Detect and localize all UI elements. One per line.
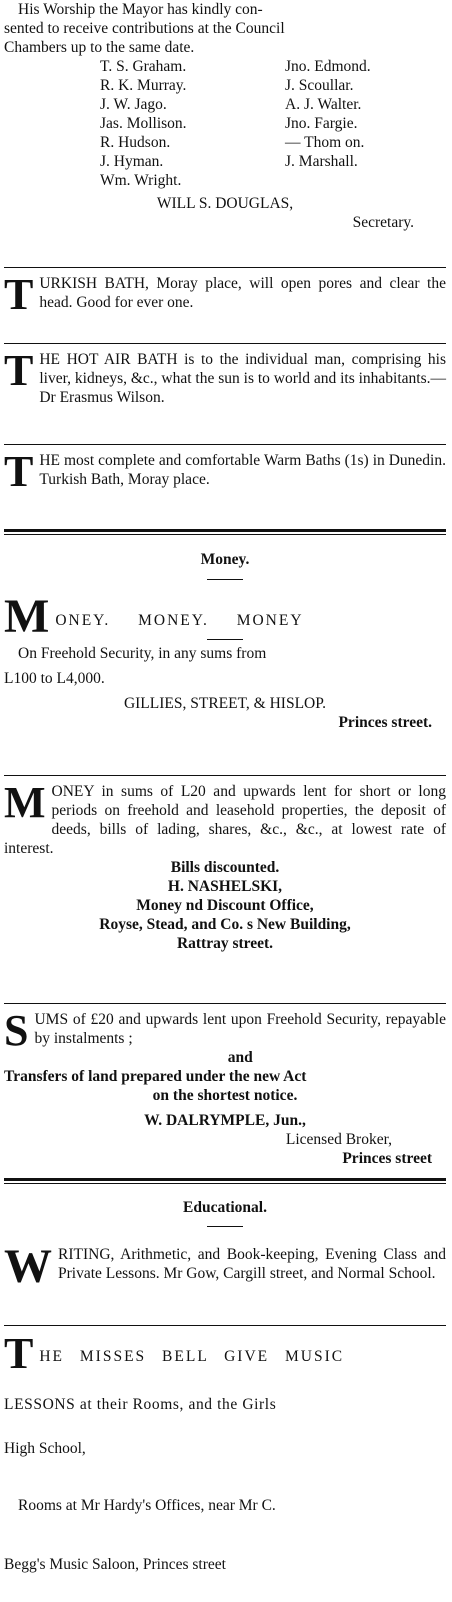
ad-line: High School, bbox=[4, 1440, 86, 1457]
signatory: WILL S. DOUGLAS, bbox=[156, 195, 294, 212]
contributor-names bbox=[4, 57, 446, 190]
ad-line: Begg's Music Saloon, Princes street bbox=[4, 1556, 226, 1573]
broker-name: W. DALRYMPLE, Jun., bbox=[144, 1112, 306, 1129]
misses-bell-ad bbox=[4, 1329, 446, 1574]
name-left: J. Hyman. bbox=[100, 153, 164, 170]
drop-cap: W bbox=[4, 1240, 52, 1293]
name-left: R. Hudson. bbox=[100, 134, 171, 151]
ad-text: RITING, Arithmetic, and Book-keeping, Evening Class and Private Lessons. Mr Gow, Cargill street, and Normal School. bbox=[58, 1246, 446, 1282]
ad-title: ONEY. MONEY. MONEY bbox=[55, 612, 304, 629]
heading-underline bbox=[4, 575, 446, 584]
section-heading-educational: Educational. bbox=[183, 1199, 267, 1216]
turkish-bath-ad bbox=[4, 270, 446, 319]
mayor-line-2: sented to receive contributions at the Council bbox=[4, 20, 285, 37]
mayor-line-3: Chambers up to the same date. bbox=[4, 39, 195, 56]
name-left: R. K. Murray. bbox=[100, 77, 187, 94]
name-right: J. Marshall. bbox=[285, 153, 358, 170]
section-heading-money: Money. bbox=[200, 551, 250, 568]
broker-name: H. NASHELSKI, bbox=[167, 878, 283, 895]
ad-line: Rattray street. bbox=[176, 935, 274, 952]
name-left: T. S. Graham. bbox=[100, 58, 187, 75]
divider bbox=[4, 444, 446, 445]
heading-underline bbox=[4, 1222, 446, 1231]
drop-cap: M bbox=[4, 778, 46, 827]
ad-line: LESSONS at their Rooms, and the Girls bbox=[4, 1396, 277, 1413]
mayor-line-1: His Worship the Mayor has kindly con- bbox=[18, 1, 263, 18]
nashelski-ad bbox=[4, 778, 446, 953]
divider bbox=[4, 1325, 446, 1326]
ad-line: Royse, Stead, and Co. s New Building, bbox=[99, 916, 351, 933]
ad-text: URKISH BATH, Moray place, will open pores and clear the head. Good for ever one. bbox=[39, 275, 446, 311]
rule bbox=[207, 639, 243, 640]
hot-air-bath-ad bbox=[4, 346, 446, 407]
section-rule bbox=[4, 529, 446, 535]
section-rule bbox=[4, 1178, 446, 1184]
writing-ad bbox=[4, 1240, 446, 1293]
divider bbox=[4, 343, 446, 344]
broker-role: Licensed Broker, bbox=[285, 1131, 392, 1148]
name-right: Jno. Fargie. bbox=[285, 115, 358, 132]
broker-address: Princes street bbox=[342, 1150, 432, 1167]
firm-address: Princes street. bbox=[338, 714, 432, 731]
divider bbox=[4, 1003, 446, 1004]
name-left: J. W. Jago. bbox=[100, 96, 167, 113]
name-right: A. J. Walter. bbox=[285, 96, 362, 113]
name-left: Wm. Wright. bbox=[100, 172, 182, 189]
ad-line: L100 to L4,000. bbox=[4, 670, 105, 687]
ad-line: Rooms at Mr Hardy's Offices, near Mr C. bbox=[18, 1497, 276, 1514]
dalrymple-ad bbox=[4, 1006, 446, 1168]
ad-line: on the shortest notice. bbox=[152, 1087, 298, 1104]
firm-name: GILLIES, STREET, & HISLOP. bbox=[123, 695, 327, 712]
signatory-role: Secretary. bbox=[352, 214, 414, 231]
name-right: Jno. Edmond. bbox=[285, 58, 371, 75]
ad-line: Money nd Discount Office, bbox=[136, 897, 314, 914]
mayor-notice bbox=[4, 0, 446, 232]
ad-text: ONEY in sums of L20 and upwards lent for short or long periods on freehold and leasehold properties, the deposit of deeds, bills of lading, shares, &c., &c., at lowest rate of interest. bbox=[4, 783, 446, 857]
drop-cap: T bbox=[4, 1329, 34, 1378]
drop-cap: T bbox=[4, 346, 34, 395]
drop-cap: S bbox=[4, 1006, 29, 1055]
drop-cap: T bbox=[4, 447, 34, 496]
ad-text: UMS of £20 and upwards lent upon Freehold Security, repayable by instalments ; bbox=[34, 1011, 446, 1047]
name-right: — Thom on. bbox=[285, 134, 365, 151]
divider bbox=[4, 267, 446, 268]
ad-line: Transfers of land prepared under the new Act bbox=[4, 1068, 307, 1085]
ad-line: Bills discounted. bbox=[170, 859, 280, 876]
divider bbox=[4, 775, 446, 776]
ad-line: and bbox=[227, 1049, 253, 1066]
gillies-ad bbox=[4, 590, 446, 732]
name-left: Jas. Mollison. bbox=[100, 115, 187, 132]
name-right: J. Scoullar. bbox=[285, 77, 354, 94]
warm-baths-ad bbox=[4, 447, 446, 496]
ad-title: HE MISSES BELL GIVE MUSIC bbox=[39, 1348, 345, 1365]
drop-cap: M bbox=[4, 590, 50, 643]
ad-text: HE HOT AIR BATH is to the individual man, comprising his liver, kidneys, &c., what the sun is to world and its inhabitants.—Dr Erasmus Wilson. bbox=[39, 351, 446, 406]
ad-text: HE most complete and comfortable Warm Baths (1s) in Dunedin. Turkish Bath, Moray place. bbox=[39, 452, 446, 488]
drop-cap: T bbox=[4, 270, 34, 319]
ad-line: On Freehold Security, in any sums from bbox=[18, 645, 267, 662]
